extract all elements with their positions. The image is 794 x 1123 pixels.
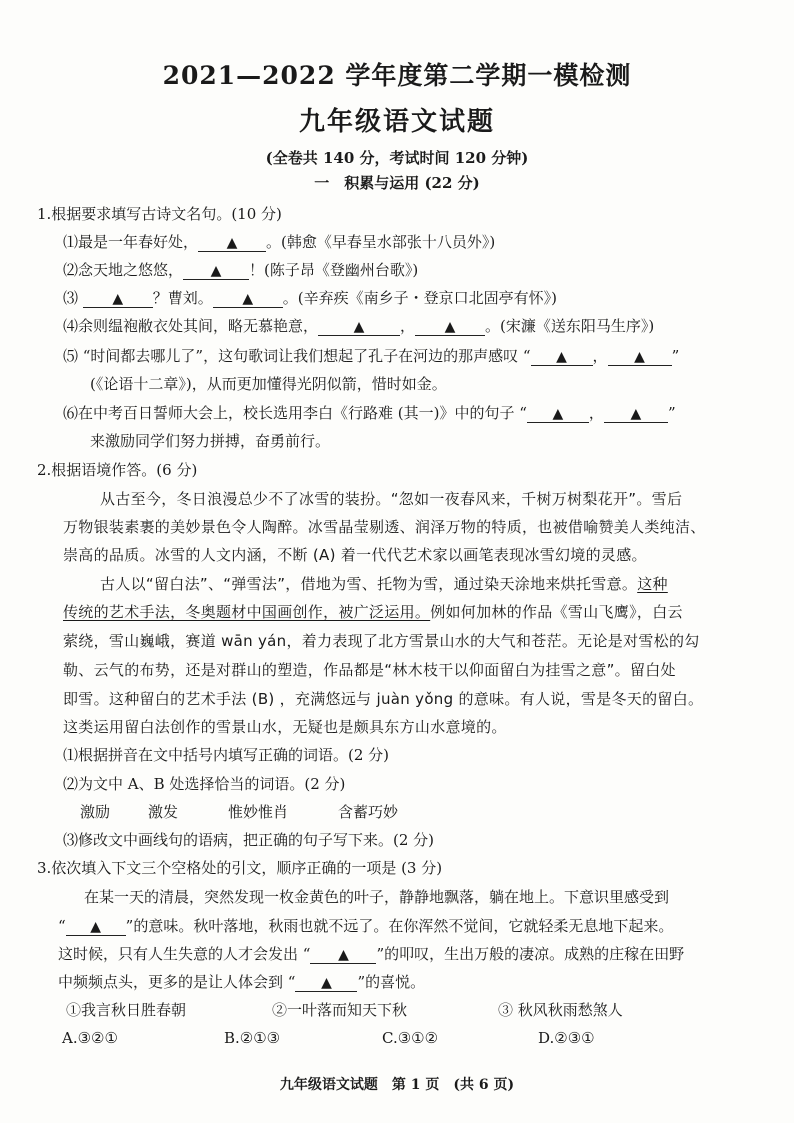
q2-sub3: ⑶修改文中画线句的语病，把正确的句子写下来。(2 分): [63, 831, 435, 849]
q2-passage-line: 万物银装素裹的美妙景色令人陶醉。冰雪晶莹剔透、润泽万物的特质，也被借喻赞美人类纯洁、: [63, 518, 706, 536]
q3-options: [62, 1028, 595, 1048]
exam-title: 2021—2022 学年度第二学期一模检测: [162, 61, 632, 90]
q2-choices: [80, 802, 398, 822]
q1-item2: ⑵念天地之悠悠， ▲ ！(陈子昂《登幽州台歌》): [63, 261, 419, 279]
answer-blank[interactable]: ▲: [213, 290, 283, 308]
answer-blank[interactable]: ▲: [415, 318, 485, 336]
option-a[interactable]: A.③②①: [62, 1029, 118, 1047]
q1-item5-cont: (《论语十二章》)，从而更加懂得光阴似箭，惜时如金。: [90, 375, 447, 393]
quote-item: ①我言秋日胜春朝: [66, 1001, 187, 1019]
q1-item3: ⑶ ▲ ？曹刘。 ▲ 。(辛弃疾《南乡子・登京口北固亭有怀》): [63, 289, 558, 307]
underlined-sentence: 传统的艺术手法，冬奥题材中国画创作，被广泛运用。: [63, 603, 431, 621]
q2-passage-line: 这类运用留白法创作的雪景山水，无疑也是颇具东方山水意境的。: [63, 718, 507, 736]
exam-subject-title: 九年级语文试题: [298, 107, 495, 137]
underlined-sentence: 这种: [637, 575, 668, 593]
q3-passage-line: 在某一天的清晨，突然发现一枚金黄色的叶子，静静地飘落，躺在地上。下意识里感受到: [84, 888, 670, 906]
choice-word: 激励: [80, 803, 111, 821]
q2-passage-line: 即雪。这种留白的艺术手法 (B) ，充满悠远与 juàn yǒng 的意味。有人说，雪是冬天的留白。: [63, 690, 704, 708]
answer-blank[interactable]: ▲: [310, 946, 376, 964]
q2-sub1: ⑴根据拼音在文中括号内填写正确的词语。(2 分): [63, 746, 390, 764]
option-c[interactable]: C.③①②: [382, 1029, 439, 1047]
answer-blank[interactable]: ▲: [531, 348, 593, 366]
answer-blank[interactable]: ▲: [183, 262, 249, 280]
quote-item: ②一叶落而知天下秋: [272, 1001, 408, 1019]
q1-item1: ⑴最是一年春好处， ▲ 。(韩愈《早春呈水部张十八员外》): [63, 233, 496, 251]
choice-word: 含蓄巧妙: [338, 803, 399, 821]
q2-heading: 2.根据语境作答。(6 分): [37, 461, 198, 479]
q2-sub2: ⑵为文中 A、B 处选择恰当的词语。(2 分): [63, 775, 346, 793]
section-heading: 一 积累与运用 (22 分): [314, 174, 480, 192]
answer-blank[interactable]: ▲: [604, 405, 668, 423]
quote-item: ③ 秋风秋雨愁煞人: [498, 1001, 623, 1019]
q1-item6-cont: 来激励同学们努力拼搏，奋勇前行。: [90, 432, 331, 450]
option-b[interactable]: B.②①③: [224, 1029, 281, 1047]
q1-item6: ⑹在中考百日誓师大会上，校长选用李白《行路难 (其一)》中的句子 “ ▲ ， ▲ ”: [63, 404, 676, 422]
q2-passage-line: 勒、云气的布势，还是对群山的塑造，作品都是“林木枝干以仰面留白为挂雪之意”。留白处: [63, 661, 676, 679]
q1-item5: ⑸ “时间都去哪儿了”，这句歌词让我们想起了孔子在河边的那声感叹 “ ▲ ， ▲ ”: [63, 347, 680, 365]
answer-blank[interactable]: ▲: [608, 348, 672, 366]
answer-blank[interactable]: ▲: [527, 405, 589, 423]
q2-passage-line: 从古至今，冬日浪漫总少不了冰雪的装扮。“忽如一夜春风来，千树万树梨花开”。雪后: [100, 490, 683, 508]
answer-blank[interactable]: ▲: [198, 234, 266, 252]
choice-word: 激发: [148, 803, 179, 821]
q2-passage-line: 古人以“留白法”、“弹雪法”，借地为雪、托物为雪，通过染天涂地来烘托雪意。这种: [100, 575, 668, 593]
answer-blank[interactable]: ▲: [295, 974, 357, 992]
answer-blank[interactable]: ▲: [318, 318, 400, 336]
q3-quotes: [66, 1000, 623, 1020]
q3-heading: 3.依次填入下文三个空格处的引文，顺序正确的一项是 (3 分): [37, 859, 443, 877]
q3-passage-line: “ ▲ ”的意味。秋叶落地，秋雨也就不远了。在你浑然不觉间，它就轻柔无息地下起来。: [58, 917, 674, 935]
q2-passage-line: 传统的艺术手法，冬奥题材中国画创作，被广泛运用。例如何加林的作品《雪山飞鹰》，白云: [63, 603, 683, 621]
q3-passage-line: 这时候，只有人生失意的人才会发出 “ ▲ ”的叩叹，生出万般的凄凉。成熟的庄稼在田野: [58, 945, 685, 963]
q1-item4: ⑷余则缊袍敝衣处其间，略无慕艳意， ▲ ， ▲ 。(宋濂《送东阳马生序》): [63, 317, 655, 335]
q2-passage-line: 崇高的品质。冰雪的人文内涵，不断 (A) 着一代代艺术家以画笔表现冰雪幻境的灵感。: [63, 546, 647, 564]
q1-heading: 1.根据要求填写古诗文名句。(10 分): [37, 205, 282, 223]
q3-passage-line: 中频频点头，更多的是让人体会到 “ ▲ ”的喜悦。: [58, 973, 426, 991]
answer-blank[interactable]: ▲: [66, 918, 126, 936]
answer-blank[interactable]: ▲: [83, 290, 153, 308]
page-footer: 九年级语文试题 第 1 页 (共 6 页): [279, 1077, 515, 1093]
exam-info: (全卷共 140 分，考试时间 120 分钟): [265, 149, 529, 167]
q2-passage-line: 萦绕，雪山巍峨，赛道 wān yán，着力表现了北方雪景山水的大气和苍茫。无论是对雪松的勾: [63, 632, 700, 650]
option-d[interactable]: D.②③①: [538, 1029, 595, 1047]
choice-word: 惟妙惟肖: [228, 803, 289, 821]
